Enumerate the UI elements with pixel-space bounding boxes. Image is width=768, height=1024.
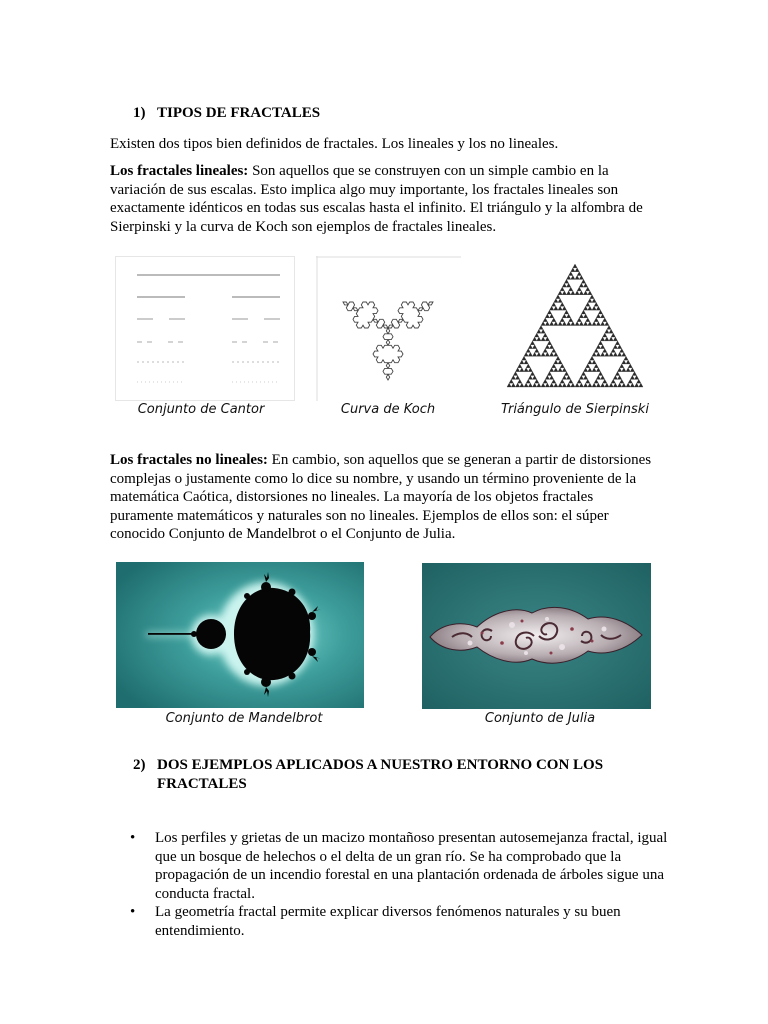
julia-set-image xyxy=(422,563,651,709)
bullet-icon: • xyxy=(130,904,136,920)
section2-title-line1: DOS EJEMPLOS APLICADOS A NUESTRO ENTORNO CON LOS xyxy=(157,757,604,773)
nonlinear-paragraph xyxy=(110,451,655,544)
examples-list xyxy=(130,829,670,940)
sierpinski-caption: Triángulo de Sierpinski xyxy=(501,402,649,417)
linear-paragraph xyxy=(110,162,655,236)
cantor-set-image xyxy=(115,256,295,401)
list-item-text: La geometría fractal permite explicar diversos fenómenos naturales y su buen entendimiento. xyxy=(155,904,621,939)
bullet-icon: • xyxy=(130,830,136,846)
julia-caption: Conjunto de Julia xyxy=(484,711,596,726)
mandelbrot-set-image xyxy=(116,562,364,708)
list-item xyxy=(130,903,670,940)
section2-heading xyxy=(133,756,633,793)
mandelbrot-caption: Conjunto de Mandelbrot xyxy=(165,711,323,726)
linear-text: Son aquellos que se construyen con un simple cambio en la variación de sus escalas. Esto implica algo muy importante, los fractales lineales son exactamente idénticos en todas sus escalas hasta el infinito. El triángulo y la alfombra de Sierpinski y la curva de Koch son ejemplos de fractales lineales. xyxy=(110,163,643,235)
sierpinski-triangle-image xyxy=(505,262,645,390)
section2-number: 2) xyxy=(133,757,146,773)
cantor-caption: Conjunto de Cantor xyxy=(137,402,265,417)
linear-label: Los fractales lineales: xyxy=(110,163,249,179)
section1-number: 1) xyxy=(133,105,146,121)
list-item-text: Los perfiles y grietas de un macizo montañoso presentan autosemejanza fractal, igual que un bosque de helechos o el delta de un gran río. Se ha comprobado que la propagación de un incendio forestal en una plantación ordenada de árboles sigue una conducta fractal. xyxy=(155,830,668,902)
intro-paragraph: Existen dos tipos bien definidos de fractales. Los lineales y los no lineales. xyxy=(110,136,559,152)
koch-caption: Curva de Koch xyxy=(340,402,436,417)
koch-curve-image xyxy=(316,256,461,401)
nonlinear-text: En cambio, son aquellos que se generan a partir de distorsiones complejas o justamente como lo dice su nombre, y usando un término proveniente de la matemática Caótica, distorsiones no lineales. La mayoría de los objetos fractales puramente matemáticos y naturales son no lineales. Ejemplos de ellos son: el súper conocido Conjunto de Mandelbrot o el Conjunto de Julia. xyxy=(110,452,652,542)
section1-heading xyxy=(133,104,320,123)
list-item xyxy=(130,829,670,903)
nonlinear-label: Los fractales no lineales: xyxy=(110,452,268,468)
section1-title: TIPOS DE FRACTALES xyxy=(157,105,321,121)
section2-title-line2: FRACTALES xyxy=(157,775,247,792)
